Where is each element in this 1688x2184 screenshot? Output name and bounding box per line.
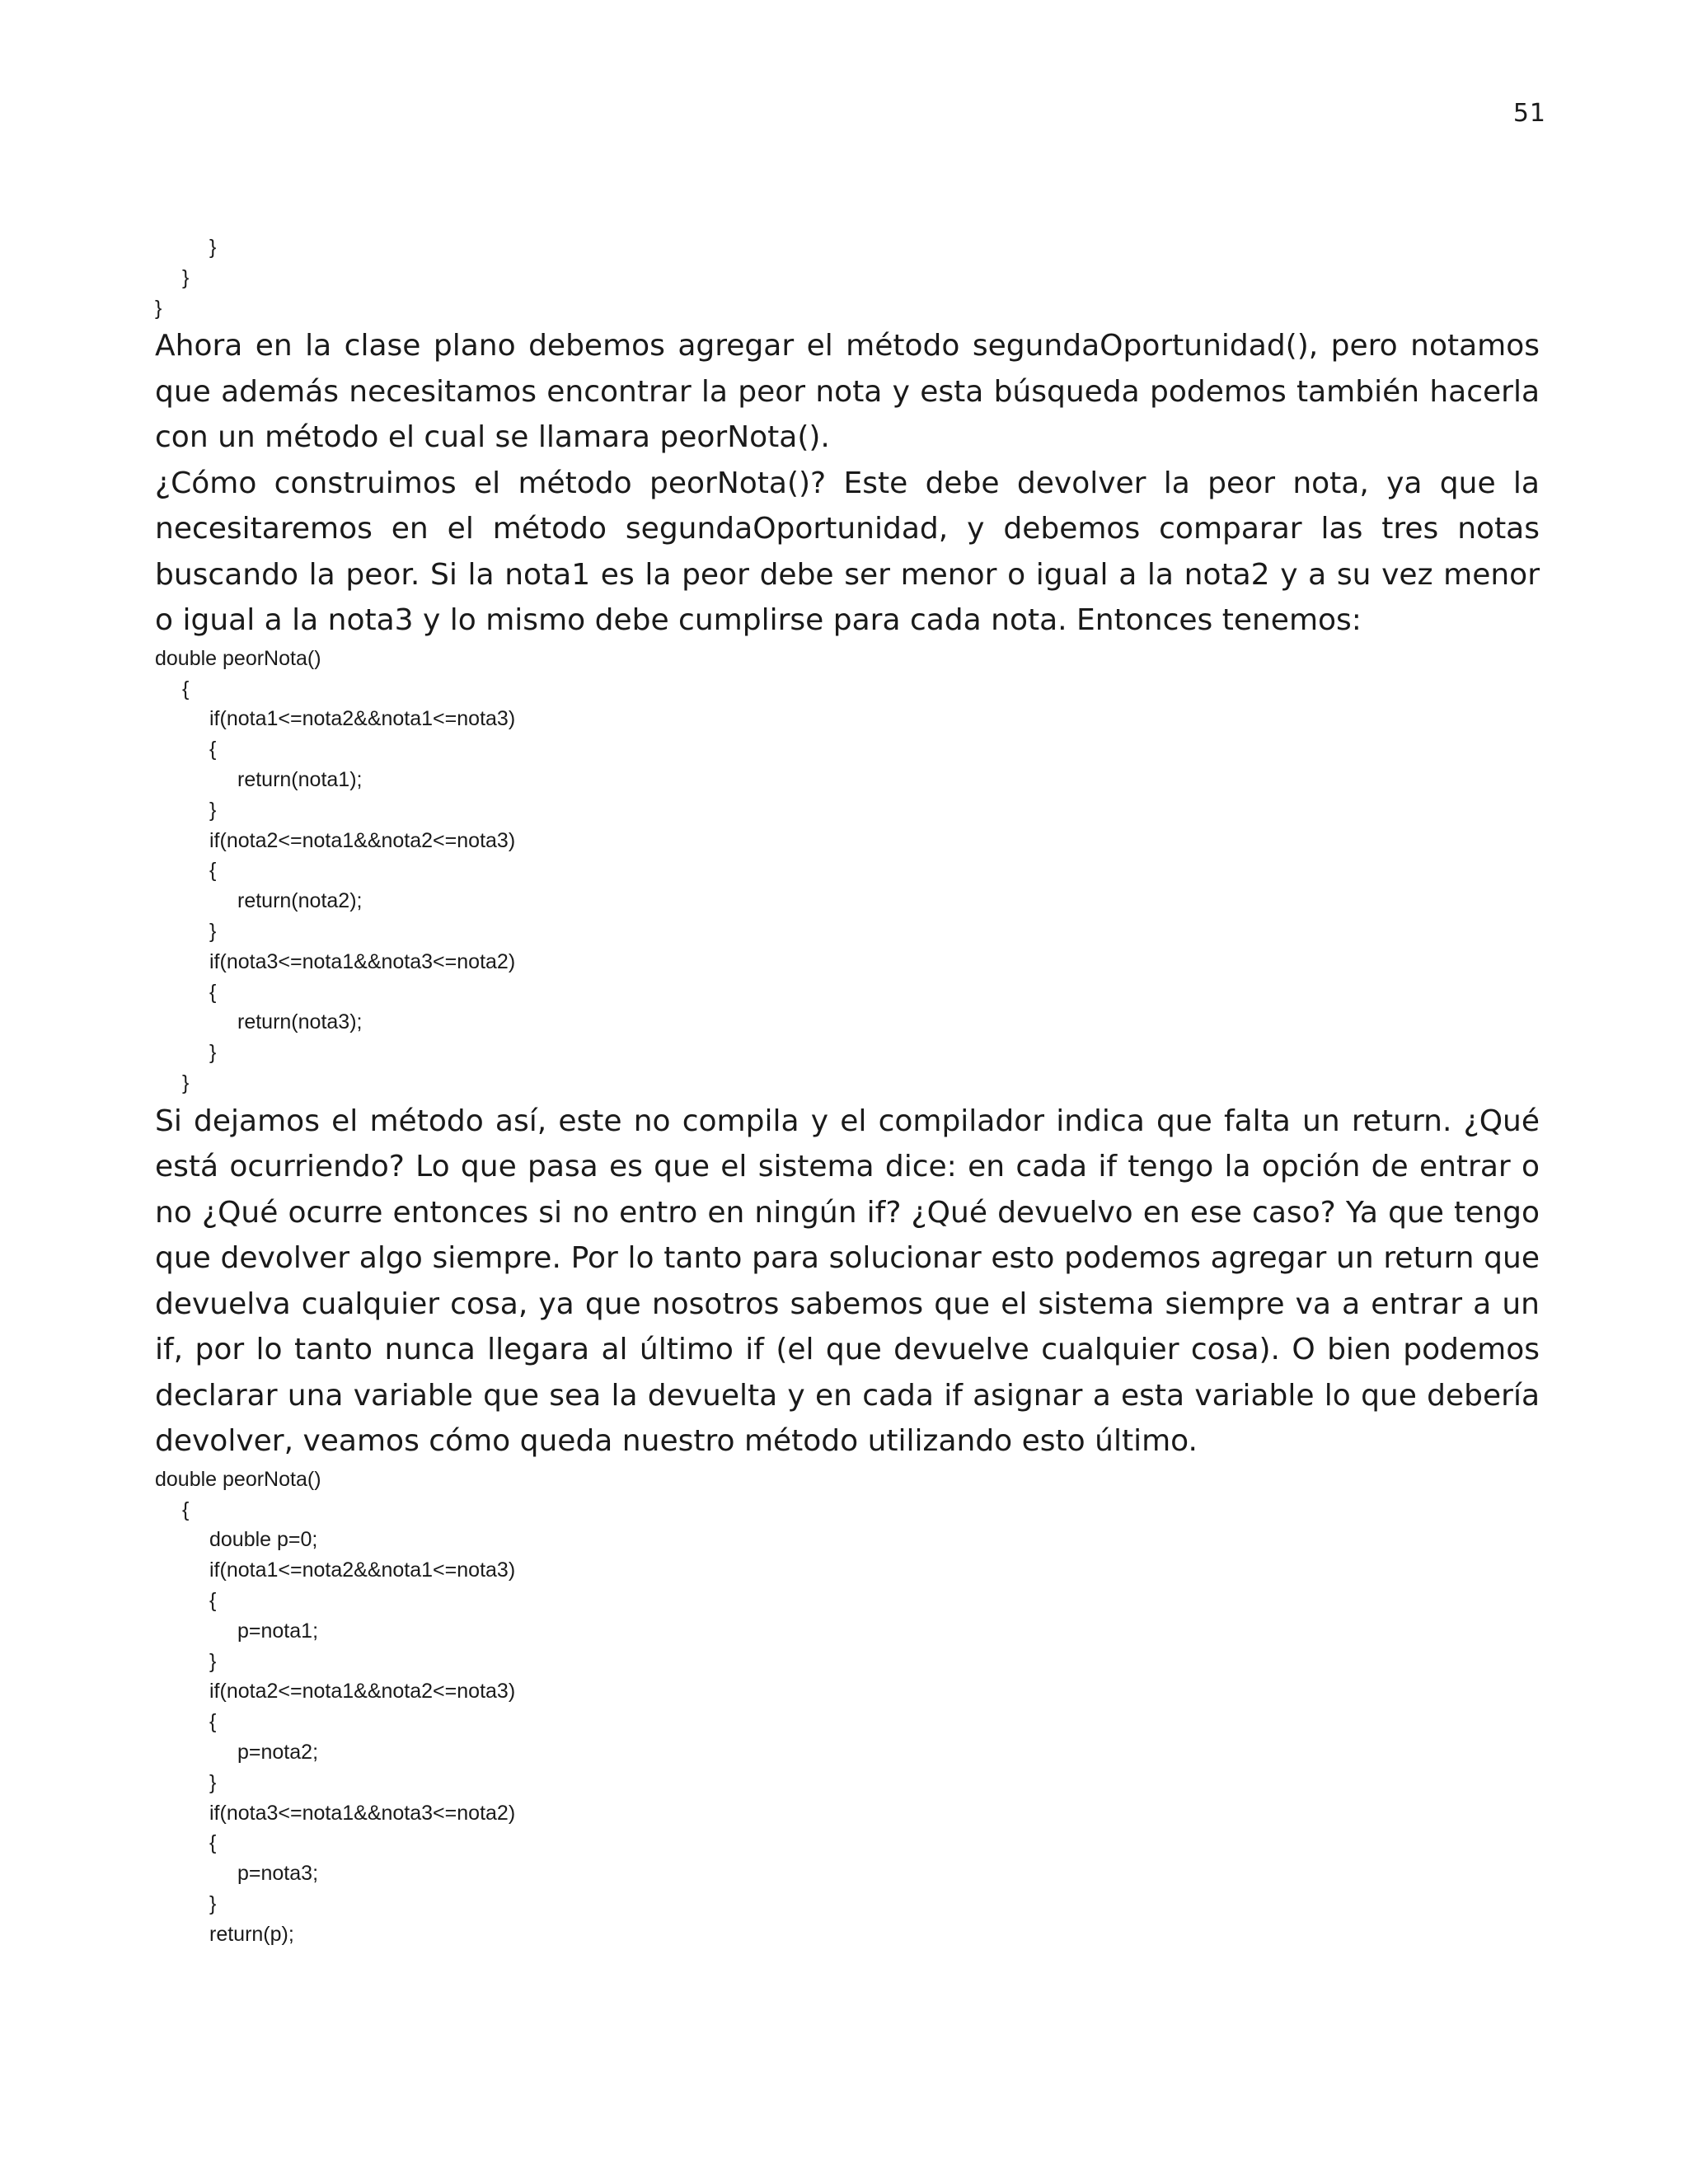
code-line: { (182, 1497, 190, 1521)
code-line: double p=0; (209, 1528, 318, 1552)
code-line: { (182, 677, 190, 701)
paragraph: ¿Cómo construimos el método peorNota()? Este debe devolver la peor nota, ya que la necesitaremos en el método segundaOportunidad, y debemos comparar las tres notas buscando la peor. Si la nota1 es la peor debe ser menor o igual a la nota2 y a su vez menor o igual a la nota3 y lo mismo debe cumplirse para cada nota. Entonces tenemos: (155, 466, 1540, 638)
code-line: } (209, 1041, 217, 1065)
code-line: p=nota1; (237, 1619, 319, 1643)
code-line: if(nota2<=nota1&&nota2<=nota3) (209, 1680, 516, 1704)
code-line: } (182, 1071, 190, 1095)
code-line: double peorNota() (155, 1467, 321, 1491)
page-number: 51 (1512, 99, 1546, 128)
code-line: } (182, 265, 190, 289)
code-line: p=nota3; (237, 1862, 319, 1886)
code-line: if(nota2<=nota1&&nota2<=nota3) (209, 828, 516, 852)
code-line: } (209, 1649, 217, 1673)
paragraph: Ahora en la clase plano debemos agregar el método segundaOportunidad(), pero notamos que además necesitamos encontrar la peor nota y esta búsqueda podemos también hacerla con un método el cual se llamara peorNota(). (155, 329, 1540, 455)
code-line: if(nota1<=nota2&&nota1<=nota3) (209, 1558, 516, 1582)
code-line: { (209, 1589, 217, 1613)
paragraph: Si dejamos el método así, este no compila y el compilador indica que falta un return. ¿Qué está ocurriendo? Lo que pasa es que el sistema dice: en cada if tengo la opción de entrar o no ¿Qué ocurre entonces si no entro en ningún if? ¿Qué devuelvo en ese caso? Ya que tengo que devolver algo siempre. Por lo tanto para solucionar esto podemos agregar un return que devuelva cualquier cosa, ya que nosotros sabemos que el sistema siempre va a entrar a un if, por lo tanto nunca llegara al último if (el que devuelve cualquier cosa). O bien podemos declarar una variable que sea la devuelta y en cada if asignar a esta variable lo que debería devolver, veamos cómo queda nuestro método utilizando esto último. (155, 1104, 1540, 1459)
code-line: double peorNota() (155, 646, 321, 670)
code-line: } (209, 798, 217, 822)
code-block-top (155, 232, 1540, 323)
code-line: } (209, 920, 217, 944)
code-line: } (209, 1892, 217, 1915)
code-line: if(nota1<=nota2&&nota1<=nota3) (209, 707, 516, 731)
code-line: { (209, 1710, 217, 1734)
code-block-peor-nota-variable (155, 1465, 1540, 1950)
code-line: { (209, 980, 217, 1004)
code-line: { (209, 859, 217, 883)
code-line: } (209, 1770, 217, 1794)
code-line: return(nota3); (237, 1010, 363, 1034)
code-line: if(nota3<=nota1&&nota3<=nota2) (209, 949, 516, 973)
code-line: { (209, 1831, 217, 1855)
code-line: if(nota3<=nota1&&nota3<=nota2) (209, 1801, 516, 1825)
code-line: p=nota2; (237, 1741, 319, 1765)
page-content (155, 232, 1540, 1950)
code-line: } (209, 236, 217, 259)
code-line: return(nota1); (237, 768, 363, 792)
code-line: { (209, 738, 217, 762)
code-line: return(nota2); (237, 889, 363, 913)
code-block-peor-nota (155, 644, 1540, 1099)
code-line: return(p); (209, 1922, 294, 1946)
code-line: } (155, 296, 162, 320)
